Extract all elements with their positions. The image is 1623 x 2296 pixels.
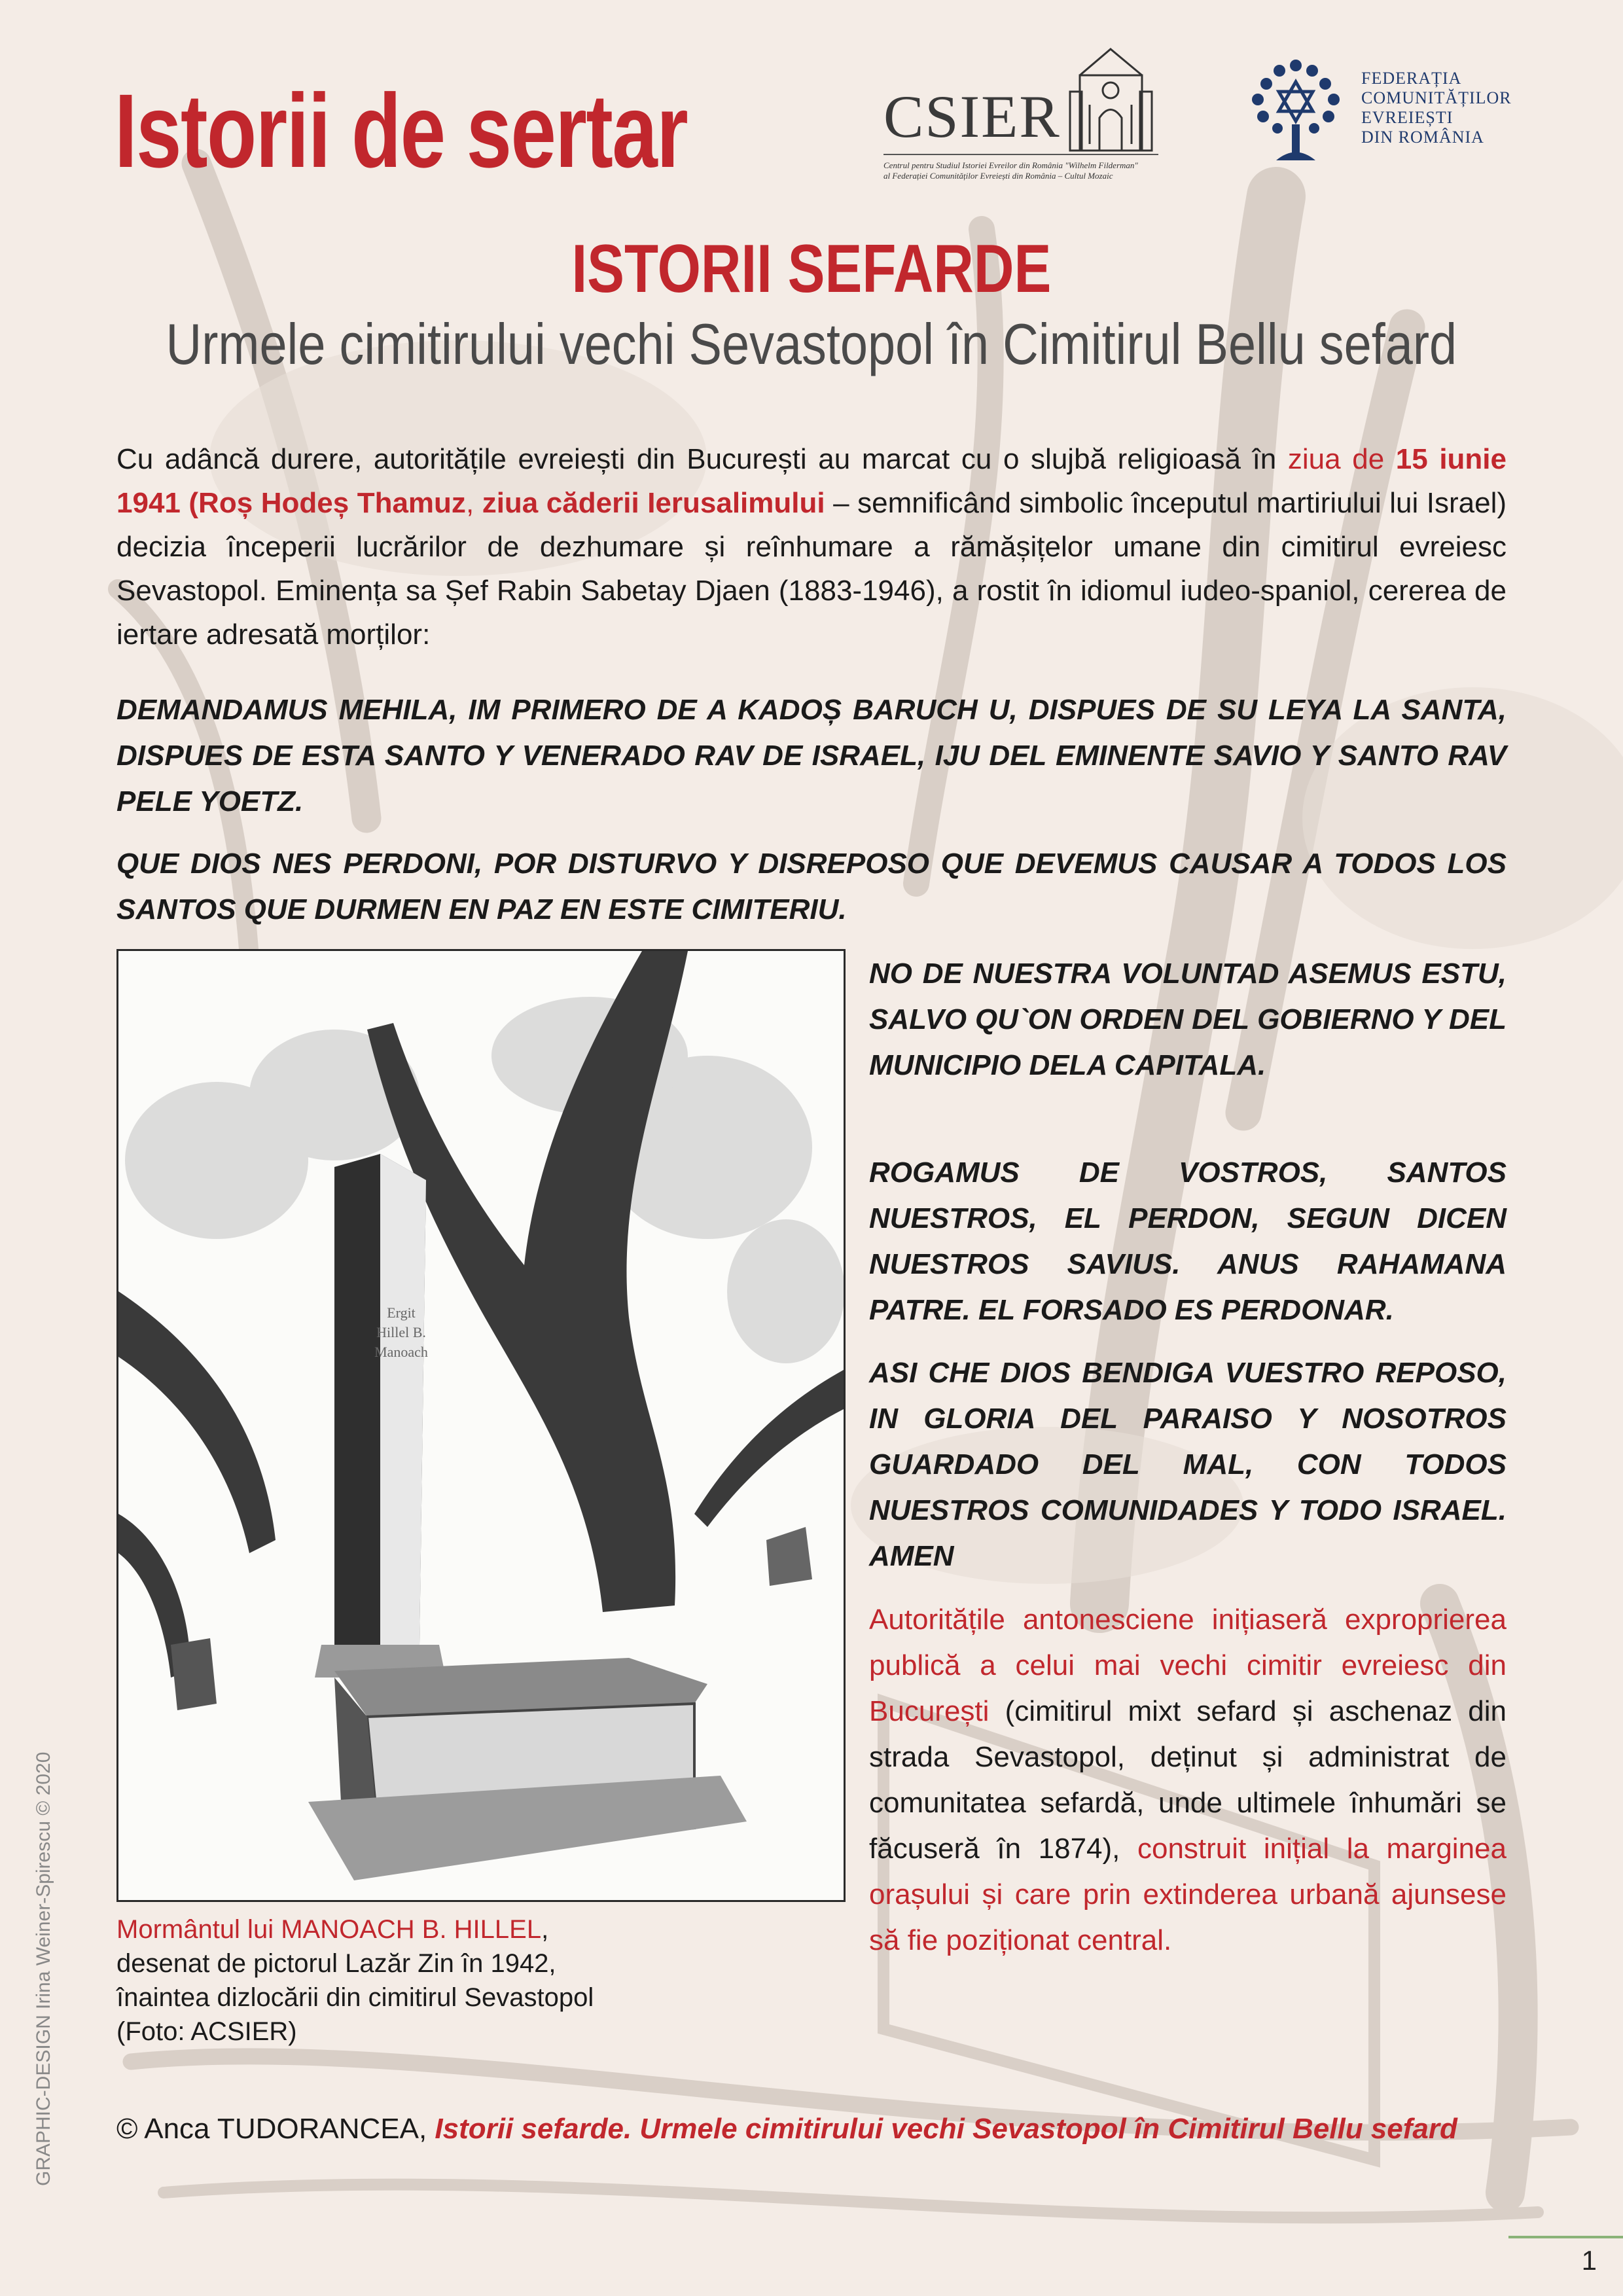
tree-star-of-david-icon: [1243, 52, 1348, 164]
federation-logo: [1243, 52, 1518, 164]
csier-rule: [883, 154, 1158, 155]
csier-subtext: Centrul pentru Studiul Istoriei Evreilor din România "Wilhelm Filderman" al Federației Comunităților Evreiești din România – Cultul Mozaic: [883, 160, 1138, 181]
csier-logo: [883, 46, 1158, 181]
page-number: 1: [1581, 2245, 1597, 2276]
tomb-drawing: [118, 951, 844, 1900]
page-number-rule: [1508, 2236, 1623, 2238]
ladino-paragraph-5: ASI CHE DIOS BENDIGA VUESTRO REPOSO, IN GLORIA DEL PARAISO Y NOSOTROS GUARDADO DEL MAL, CON TODOS NUESTROS COMUNIDADES Y TODO ISRAEL. AMEN: [869, 1357, 1507, 1572]
synagogue-icon: [1067, 46, 1155, 154]
ladino-paragraph-4: ROGAMUS DE VOSTROS, SANTOS NUESTROS, EL PERDON, SEGUN DICEN NUESTROS SAVIUS. ANUS RAHAMANA PATRE. EL FORSADO ES PERDONAR.: [869, 1157, 1507, 1326]
image-caption: Mormântul lui MANOACH B. HILLEL, desenat de pictorul Lazăr Zin în 1942, înaintea dizlocării din cimitirul Sevastopol (Foto: ACSIER): [116, 1915, 594, 2046]
ladino-paragraph-1: DEMANDAMUS MEHILA, IM PRIMERO DE A KADOȘ BARUCH U, DISPUES DE SU LEYA LA SANTA, DISPUES DE ESTA SANTO Y VENERADO RAV DE ISRAEL, IJU DEL EMINENTE SAVIO Y SANTO RAV PELE YOETZ.: [116, 694, 1507, 817]
page-subtitle: Urmele cimitirului vechi Sevastopol în Cimitirul Bellu sefard: [166, 312, 1457, 376]
ladino-paragraph-3: NO DE NUESTRA VOLUNTAD ASEMUS ESTU, SALVO QU`ON ORDEN DEL GOBIERNO Y DEL MUNICIPIO DELA CAPITALA.: [869, 958, 1507, 1081]
intro-paragraph: Cu adâncă durere, autoritățile evreiești din București au marcat cu o slujbă religioasă în ziua de 15 iunie 1941 (Roș Hodeș Thamuz, ziua căderii Ierusalimului – semnificând simbolic începutul martiriului lui Israel) decizia începerii lucrărilor de dezhumare și reînhumare a rămășițelor umane din cimitirul evreiesc Sevastopol. Eminența sa Șef Rabin Sabetay Djaen (1883-1946), a rostit în idiomul iudeo-spaniol, cererea de iertare adresată morților:: [116, 443, 1507, 651]
inscription-line-2: Hillel B.: [376, 1324, 426, 1340]
series-title: Istorii de sertar: [115, 72, 688, 189]
inscription-line-3: Manoach: [374, 1344, 428, 1360]
closing-paragraph: Autoritățile antonesciene inițiaseră exproprierea publică a celui mai vechi cimitir evreiesc din București (cimitirul mixt sefard și aschenaz din strada Sevastopol, deținut și administrat de comunitatea sefardă, unde ultimele înhumări se făcuseră în 1874), construit inițial la marginea orașului și care prin extinderea urbană ajunsese să fie poziționat central.: [869, 1604, 1507, 1956]
design-credit: GRAPHIC-DESIGN Irina Weiner-Spirescu © 2020: [33, 1751, 54, 2186]
ladino-paragraph-2: QUE DIOS NES PERDONI, POR DISTURVO Y DISREPOSO QUE DEVEMUS CAUSAR A TODOS LOS SANTOS QUE DURMEN EN PAZ EN ESTE CIMITERIU.: [116, 848, 1507, 925]
federation-name: FEDERAȚIA COMUNITĂȚILOR EVREIEȘTI DIN ROMÂNIA: [1361, 69, 1512, 147]
csier-logo-text: CSIER: [883, 83, 1061, 150]
source-credit: © Anca TUDORANCEA, Istorii sefarde. Urmele cimitirului vechi Sevastopol în Cimitirul Bellu sefard: [116, 2113, 1457, 2145]
inscription-line-1: Ergit: [387, 1304, 416, 1321]
tomb-drawing-image: [116, 949, 846, 1902]
page-title: ISTORII SEFARDE: [571, 231, 1052, 307]
